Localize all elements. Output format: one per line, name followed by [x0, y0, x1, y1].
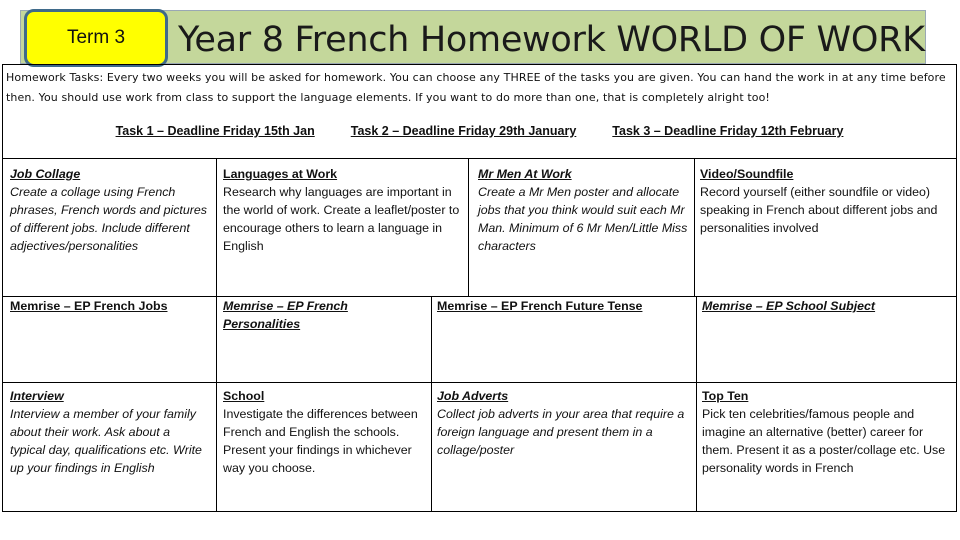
grid-line [216, 158, 217, 296]
task-title: Memrise – EP French Jobs [10, 299, 168, 313]
task-cell [223, 387, 423, 477]
grid-line [696, 296, 697, 512]
task-cell [437, 297, 693, 315]
task-cell [223, 165, 463, 255]
homework-table [2, 64, 957, 512]
task-cell [478, 165, 690, 255]
task-cell [437, 387, 689, 459]
deadline-task-3: Task 3 – Deadline Friday 12th February [612, 124, 844, 138]
task-cell [223, 297, 423, 333]
grid-line [216, 296, 217, 512]
task-title: Memrise – EP French Personalities [223, 299, 348, 331]
task-title: Memrise – EP School Subject [702, 299, 876, 313]
grid-line [431, 296, 432, 512]
task-title: Job Collage [10, 167, 81, 181]
task-title: Interview [10, 389, 64, 403]
task-cell [702, 297, 947, 315]
task-description: Create a collage using French phrases, French words and pictures of different jobs. Include different adjectives/personalities [10, 185, 207, 253]
task-description: Create a Mr Men poster and allocate jobs that you think would suit each Mr Man. Minimum of 6 Mr Men/Little Miss characters [478, 185, 688, 253]
grid-line [468, 158, 469, 296]
task-cell [702, 387, 947, 477]
deadline-task-1: Task 1 – Deadline Friday 15th Jan [115, 124, 315, 138]
deadline-task-2: Task 2 – Deadline Friday 29th January [350, 124, 577, 138]
task-title: Job Adverts [437, 389, 509, 403]
task-description: Interview a member of your family about their work. Ask about a typical day, qualifications etc. Write up your findings in English [10, 407, 202, 475]
grid-line [3, 158, 956, 159]
task-cell [10, 387, 208, 477]
task-title: Video/Soundfile [700, 167, 794, 181]
task-cell [10, 165, 210, 255]
task-cell [10, 297, 214, 315]
deadlines-row [3, 124, 956, 138]
page-title: Year 8 French Homework WORLD OF WORK [178, 20, 925, 60]
task-description: Collect job adverts in your area that require a foreign language and present them in a collage/poster [437, 407, 685, 457]
task-title: School [223, 389, 265, 403]
task-description: Investigate the differences between French and English the schools. Present your findings in whichever way you choose. [223, 407, 418, 475]
grid-line [3, 382, 956, 383]
task-title: Top Ten [702, 389, 749, 403]
task-description: Pick ten celebrities/famous people and imagine an alternative (better) career for them. Present it as a poster/collage etc. Use personality words in French [702, 407, 946, 475]
task-cell [700, 165, 945, 237]
task-description: Record yourself (either soundfile or video) speaking in French about different jobs and personalities involved [700, 185, 938, 235]
intro-text: Homework Tasks: Every two weeks you will be asked for homework. You can choose any THREE of the tasks you are given. You can hand the work in at any time before then. You should use work from class to support the language elements. If you want to do more than one, that is completely alright too! [6, 71, 946, 104]
task-title: Languages at Work [223, 167, 338, 181]
task-title: Memrise – EP French Future Tense [437, 299, 643, 313]
grid-line [694, 158, 695, 296]
term-badge: Term 3 [24, 9, 168, 67]
task-description: Research why languages are important in the world of work. Create a leaflet/poster to encourage others to learn a language in English [223, 185, 460, 253]
task-title: Mr Men At Work [478, 167, 572, 181]
